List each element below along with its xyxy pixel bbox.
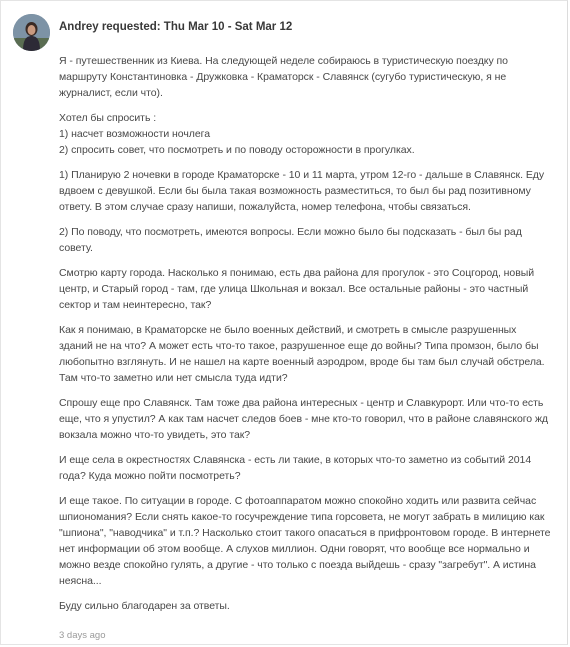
message-paragraph: Как я понимаю, в Краматорске не было военных действий, и смотреть в смысле разрушенных зданий не на что? А может есть что-то такое, разрушенное еще до войны? Типа промзон, было бы любопытно взглянуть. И не нашел на карте военный аэродром, вроде бы там был случай обстрела. Там что-то заметно или нет смысла туда идти?	[59, 324, 545, 384]
message-paragraph: И еще села в окрестностях Славянска - есть ли такие, в которых что-то заметно из событий 2014 года? Куда можно пойти посмотреть?	[59, 454, 532, 482]
request-header: Andrey requested: Thu Mar 10 - Sat Mar 12	[59, 21, 293, 33]
message-paragraph: Спрошу еще про Славянск. Там тоже два района интересных - центр и Славкурорт. Или что-то есть еще, что я упустил? А как там насчет следов боев - мне кто-то говорил, что в районе славянского жд вокзала можно что-то увидеть, это так?	[59, 397, 548, 441]
message-paragraph: 1) Планирую 2 ночевки в городе Краматорске - 10 и 11 марта, утром 12-го - дальше в Славянск. Еду вдвоем с девушкой. Если бы была такая возможность разместиться, то был бы рад позитивному ответу. В этом случае сразу напиши, пожалуйста, номер телефона, чтобы связаться.	[59, 169, 545, 213]
timestamp: 3 days ago	[59, 630, 106, 641]
message-paragraph: Буду сильно благодарен за ответы.	[59, 600, 230, 612]
message-paragraph: И еще такое. По ситуации в городе. С фотоаппаратом можно спокойно ходить или развита сейчас шпиономания? Если снять какое-то госучреждение типа горсовета, не могут забрать в милицию как "шпиона", "наводчика" и т.п.? Насколько стоит такого опасаться в прифронтовом городе. В интернете нет информации об этом вообще. А слухов миллион. Одни говорят, что вообще все нормально и можно везде спокойно гулять, а другие - что только с поезда выйдешь - сразу "загребут". А истина неясна...	[59, 495, 551, 587]
message-body	[59, 53, 553, 623]
message-paragraph: 2) По поводу, что посмотреть, имеются вопросы. Если можно было бы подсказать - был бы рад совету.	[59, 226, 522, 254]
message-paragraph: Смотрю карту города. Насколько я понимаю, есть два района для прогулок - это Соцгород, новый центр, и Старый город - там, где улица Школьная и вокзал. Все остальные районы - это частный сектор и там неинтересно, так?	[59, 267, 535, 311]
avatar[interactable]	[13, 14, 50, 51]
user-avatar-photo-icon	[13, 14, 50, 51]
message-paragraph: Я - путешественник из Киева. На следующей неделе собираюсь в туристическую поездку по маршруту Константиновка - Дружковка - Краматорск - Славянск (сугубо туристическую, я не журналист, если что).	[59, 55, 508, 99]
message-paragraph: Хотел бы спросить : 1) насчет возможности ночлега 2) спросить совет, что посмотреть и по поводу осторожности в прогулках.	[59, 112, 415, 156]
